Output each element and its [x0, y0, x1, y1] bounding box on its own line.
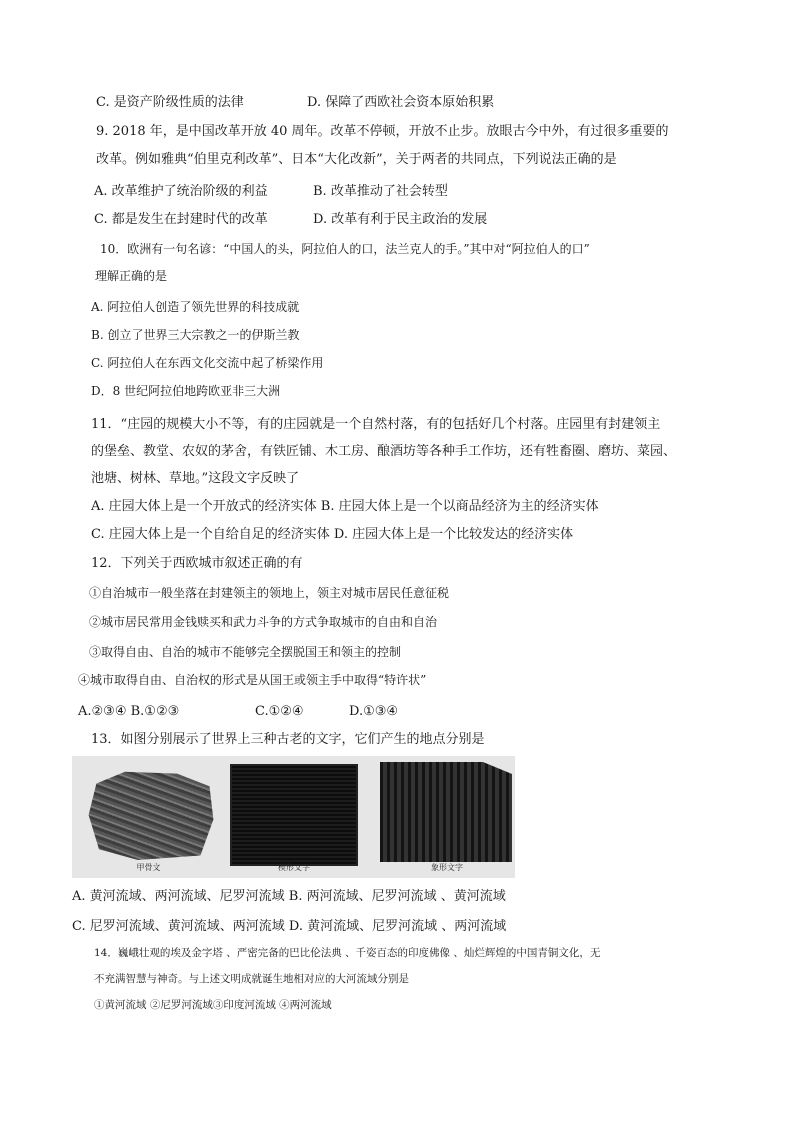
- q12-option-c: C.①②④: [255, 704, 304, 719]
- q11-options-ab: A. 庄园大体上是一个开放式的经济实体 B. 庄园大体上是一个以商品经济为主的经济实体: [91, 499, 599, 514]
- q11-stem-line3: 池塘、树林、草地。”这段文字反映了: [91, 471, 300, 486]
- q10-stem-line2: 理解正确的是: [95, 269, 168, 283]
- q11-stem-line1: 11．“庄园的规模大小不等，有的庄园就是一个自然村落，有的包括好几个村落。庄园里有封建领主: [91, 417, 661, 432]
- q8-option-d: D. 保障了西欧社会资本原始积累: [307, 95, 495, 110]
- q8-option-c: C. 是资产阶级性质的法律: [96, 95, 244, 110]
- q9-option-d: D. 改革有利于民主政治的发展: [313, 212, 488, 227]
- q12-options-ab: A.②③④ B.①②③: [78, 704, 180, 719]
- oracle-bone-photo: [86, 770, 216, 860]
- q9-option-c: C. 都是发生在封建时代的改革: [94, 212, 268, 227]
- caption-hieroglyph: 象形文字: [431, 863, 463, 872]
- oracle-bone-image: [76, 762, 221, 874]
- q12-statement-4: ④城市取得自由、自治权的形式是从国王或领主手中取得“特许状”: [78, 673, 427, 687]
- q14-options: ①黄河流域 ②尼罗河流域③印度河流域 ④两河流域: [94, 999, 332, 1011]
- q11-stem-line2: 的堡垒、教堂、农奴的茅舍，有铁匠铺、木工房、酿酒坊等各种手工作坊，还有牲畜圈、磨坊、菜园、: [91, 444, 677, 459]
- caption-cuneiform: 楔形文字: [278, 863, 310, 872]
- q9-option-a: A. 改革维护了统治阶级的利益: [94, 184, 268, 199]
- q10-stem-line1: 10．欧洲有一句名谚：“中国人的头，阿拉伯人的口，法兰克人的手。”其中对“阿拉伯人的口”: [100, 242, 590, 256]
- q11-options-cd: C. 庄园大体上是一个自给自足的经济实体 D. 庄园大体上是一个比较发达的经济实体: [91, 527, 574, 542]
- q14-stem-line2: 不充满智慧与神奇。与上述文明成就诞生地相对应的大河流域分别是: [94, 973, 409, 985]
- caption-oracle-bone: 甲骨文: [136, 863, 161, 872]
- q9-stem-line1: 9. 2018 年，是中国改革开放 40 周年。改革不停顿，开放不止步。放眼古今中外，有过很多重要的: [96, 124, 669, 139]
- ancient-scripts-figure: [72, 756, 515, 878]
- q10-option-b: B. 创立了世界三大宗教之一的伊斯兰教: [91, 328, 300, 342]
- q13-options-ab: A. 黄河流域、两河流域、尼罗河流域 B. 两河流域、尼罗河流域 、黄河流域: [72, 889, 506, 904]
- q12-statement-1: ①自治城市一般坐落在封建领主的领地上，领主对城市居民任意征税: [89, 586, 450, 600]
- q12-statement-3: ③取得自由、自治的城市不能够完全摆脱国王和领主的控制: [89, 645, 402, 659]
- hieroglyph-image: [380, 762, 514, 874]
- q10-option-a: A. 阿拉伯人创造了领先世界的科技成就: [91, 300, 300, 314]
- hieroglyph-photo: [380, 762, 512, 862]
- q12-statement-2: ②城市居民常用金钱赎买和武力斗争的方式争取城市的自由和自治: [89, 615, 438, 629]
- q9-option-b: B. 改革推动了社会转型: [313, 184, 448, 199]
- q13-options-cd: C. 尼罗河流域、黄河流域、两河流域 D. 黄河流域、尼罗河流域 、两河流域: [72, 919, 507, 934]
- cuneiform-tablet-photo: [230, 764, 358, 866]
- cuneiform-image: [224, 762, 364, 874]
- q14-stem-line1: 14．巍峨壮观的埃及金字塔 、严密完备的巴比伦法典 、千姿百态的印度佛像 、灿烂辉煌的中国青铜文化，无: [94, 947, 601, 959]
- q10-option-d: D．8 世纪阿拉伯地跨欧亚非三大洲: [91, 384, 281, 398]
- q9-stem-line2: 改革。例如雅典“伯里克利改革”、日本“大化改新”，关于两者的共同点，下列说法正确的是: [96, 152, 617, 167]
- q12-option-d: D.①③④: [349, 704, 399, 719]
- q10-option-c: C. 阿拉伯人在东西文化交流中起了桥梁作用: [91, 356, 324, 370]
- q12-stem: 12．下列关于西欧城市叙述正确的有: [91, 556, 303, 571]
- q13-stem: 13．如图分别展示了世界上三种古老的文字，它们产生的地点分别是: [91, 732, 485, 747]
